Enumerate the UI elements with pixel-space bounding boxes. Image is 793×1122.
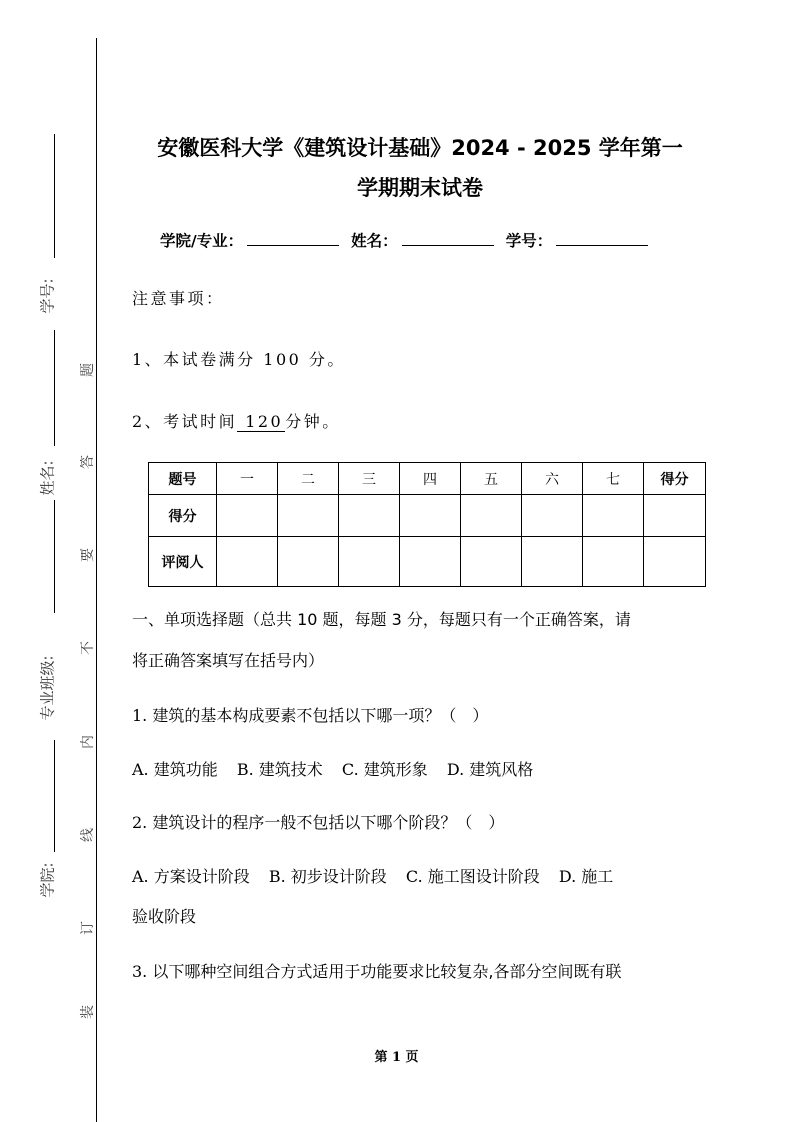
- column-header: 七: [583, 463, 644, 495]
- score-cell[interactable]: [217, 495, 278, 537]
- question-text: 建筑设计的程序一般不包括以下哪个阶段？（ ）: [152, 813, 505, 832]
- column-header: 三: [339, 463, 400, 495]
- binding-line: [96, 38, 97, 1122]
- side-underline-college: [54, 740, 55, 852]
- grader-cell[interactable]: [461, 537, 522, 587]
- question-number: 1.: [132, 706, 148, 725]
- score-cell[interactable]: [278, 495, 339, 537]
- note-item-2-suffix: 分钟。: [285, 412, 341, 431]
- option-c[interactable]: C. 施工图设计阶段: [405, 867, 540, 886]
- exam-duration-value: 120: [237, 412, 285, 432]
- grader-cell[interactable]: [339, 537, 400, 587]
- note-item-2: [132, 409, 341, 432]
- side-label-student-id: 学号:: [38, 278, 57, 314]
- name-blank[interactable]: [402, 231, 494, 246]
- score-cell[interactable]: [400, 495, 461, 537]
- question-text: 建筑的基本构成要素不包括以下哪一项？（ ）: [152, 706, 489, 725]
- college-major-label: 学院/专业：: [160, 232, 244, 250]
- name-label: 姓名：: [351, 232, 398, 250]
- exam-title-line2: 学期期末试卷: [357, 176, 483, 200]
- column-header: 五: [461, 463, 522, 495]
- seal-char: 装: [80, 1005, 96, 1019]
- side-label-name: 姓名:: [38, 460, 57, 496]
- student-id-blank[interactable]: [556, 231, 648, 246]
- side-label-class: 专业班级:: [38, 655, 57, 721]
- side-underline-name: [54, 330, 55, 446]
- question-number: 3.: [132, 962, 148, 981]
- exam-title-line1: 安徽医科大学《建筑设计基础》2024 - 2025 学年第一: [157, 136, 683, 160]
- question-2-options-continuation: 验收阶段: [132, 907, 197, 926]
- seal-char: 要: [80, 548, 96, 562]
- column-header: 二: [278, 463, 339, 495]
- option-d[interactable]: D. 建筑风格: [446, 760, 534, 779]
- question-text: 以下哪种空间组合方式适用于功能要求比较复杂,各部分空间既有联: [152, 962, 622, 981]
- notes-heading: 注意事项：: [132, 289, 225, 308]
- seal-char: 不: [80, 641, 96, 655]
- seal-char: 答: [80, 455, 96, 469]
- score-cell[interactable]: [644, 495, 706, 537]
- grader-cell[interactable]: [522, 537, 583, 587]
- score-cell[interactable]: [461, 495, 522, 537]
- score-cell[interactable]: [583, 495, 644, 537]
- grader-cell[interactable]: [644, 537, 706, 587]
- side-label-college: 学院:: [38, 862, 57, 898]
- note-item-1: 1、本试卷满分 100 分。: [132, 350, 346, 369]
- grader-cell[interactable]: [400, 537, 461, 587]
- note-item-2-prefix: 2、考试时间: [132, 412, 238, 431]
- student-id-label: 学号：: [505, 232, 553, 250]
- question-number-header: 题号: [149, 463, 217, 495]
- grader-cell[interactable]: [278, 537, 339, 587]
- side-underline-student-id-top: [54, 134, 55, 258]
- seal-char: 内: [80, 735, 96, 749]
- column-header: 六: [522, 463, 583, 495]
- score-table: [148, 462, 706, 587]
- seal-char: 订: [80, 921, 96, 935]
- option-a[interactable]: A. 建筑功能: [132, 760, 218, 779]
- grader-cell[interactable]: [217, 537, 278, 587]
- question-1-options: [132, 750, 712, 790]
- grader-row: [149, 537, 706, 587]
- option-d[interactable]: D. 施工: [558, 867, 614, 886]
- student-info-row: [160, 229, 660, 251]
- section1-heading-line1: 一、单项选择题（总共 10 题，每题 3 分，每题只有一个正确答案，请: [132, 610, 631, 629]
- column-header: 一: [217, 463, 278, 495]
- seal-char: 题: [80, 363, 96, 377]
- grader-cell[interactable]: [583, 537, 644, 587]
- score-cell[interactable]: [339, 495, 400, 537]
- column-header: 四: [400, 463, 461, 495]
- question-3: [132, 952, 712, 992]
- total-score-header: 得分: [644, 463, 706, 495]
- college-major-blank[interactable]: [247, 231, 339, 246]
- page-number: 第 1 页: [374, 1050, 419, 1065]
- question-2-options: [132, 857, 712, 897]
- score-table-header-row: [149, 463, 706, 495]
- row-label: 得分: [149, 495, 217, 537]
- option-b[interactable]: B. 初步设计阶段: [268, 867, 387, 886]
- question-1: [132, 696, 712, 736]
- section1-heading-line2: 将正确答案填写在括号内）: [132, 651, 325, 670]
- option-a[interactable]: A. 方案设计阶段: [132, 867, 250, 886]
- score-row: [149, 495, 706, 537]
- row-label: 评阅人: [149, 537, 217, 587]
- question-2: [132, 803, 712, 843]
- side-underline-class: [54, 500, 55, 613]
- seal-char: 线: [80, 828, 96, 842]
- question-number: 2.: [132, 813, 148, 832]
- option-b[interactable]: B. 建筑技术: [236, 760, 323, 779]
- option-c[interactable]: C. 建筑形象: [341, 760, 428, 779]
- score-cell[interactable]: [522, 495, 583, 537]
